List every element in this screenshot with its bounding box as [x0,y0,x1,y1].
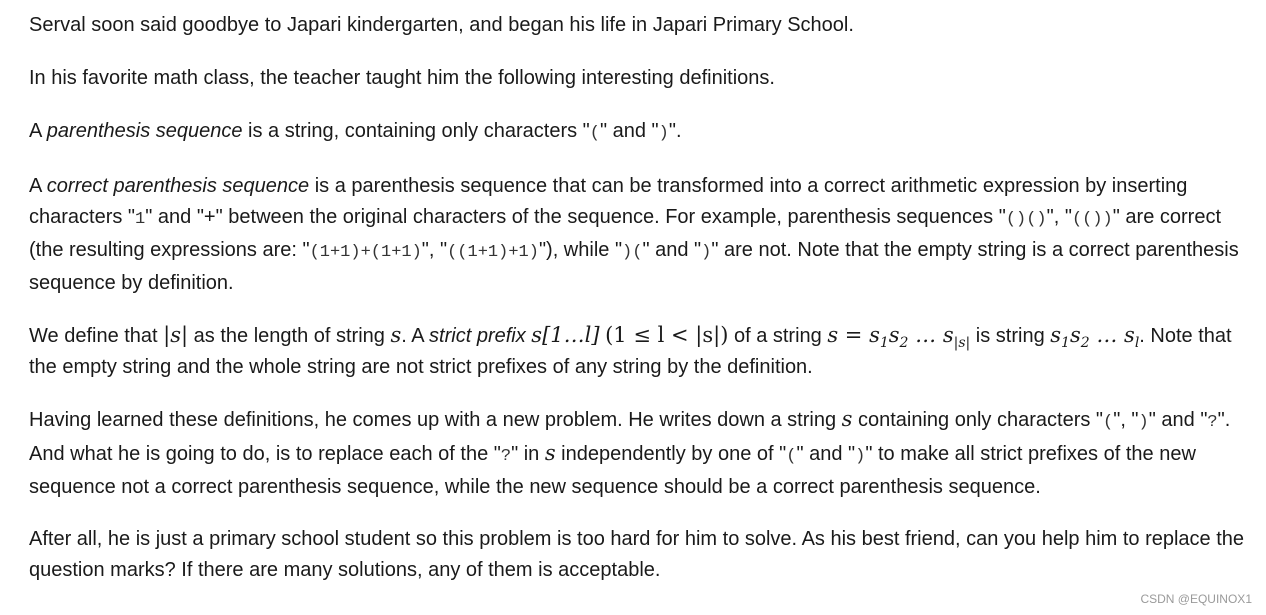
math-condition: (1 ≤ l < |s|) [605,323,729,347]
term-parenthesis-sequence: parenthesis sequence [46,120,243,142]
math-prefix-sequence: $s_1s_2$ … $s_l$ [1050,323,1140,352]
paragraph-strict-prefix: We define that |s| as the length of string s. A strict prefix s[1…l] (1 ≤ l < |s|) of a string $s = s_1s_2$ … $s_{|s|}$ is string $s_1s_2$ … $s_l$. Note that the empty string and the whole string are not strict prefixes of any string by the definition. [29,323,1232,378]
paragraph-help-request: After all, he is just a primary school student so this problem is too hard for him to solve. As his best friend, can you help him to replace the question marks? If there are many solutions, any of them is acceptable. [29,528,1245,581]
csdn-watermark: CSDN @EQUINOX1 [1140,592,1252,606]
paragraph-correct-definition: A correct parenthesis sequence is a parenthesis sequence that can be transformed into a correct arithmetic expression by inserting characters "1" and "+" between the original characters of the sequence. For example, parenthesis sequences "()()", "(())" are correct (the resulting expressions are: "(1+1)+(1+1)", "((1+1)+1)"), while ")(" and ")" are not. Note that the empty string is a correct parenthesis sequence by definition. [29,175,1239,294]
paragraph-intro: Serval soon said goodbye to Japari kindergarten, and began his life in Japari Primary School. [29,14,854,36]
term-strict-prefix: strict prefix [429,325,526,347]
problem-statement [29,10,1251,607]
math-string-definition: $s = s_1s_2$ … $s_{|s|}$ [827,323,971,352]
paragraph-math-class: In his favorite math class, the teacher taught him the following interesting definitions. [29,67,775,89]
paragraph-problem: Having learned these definitions, he comes up with a new problem. He writes down a string s containing only characters "(", ")" and "?". And what he is going to do, is to replace each of the "?" in s independently by one of "(" and ")" to make all strict prefixes of the new sequence not a correct parenthesis sequence, while the new sequence should be a correct parenthesis sequence. [29,407,1231,498]
term-correct-parenthesis-sequence: correct parenthesis sequence [46,175,310,197]
math-prefix: s[1…l] [531,323,600,347]
math-length: |s| [163,323,189,347]
paragraph-parenthesis-definition: A parenthesis sequence is a string, containing only characters "(" and ")". [29,120,682,143]
